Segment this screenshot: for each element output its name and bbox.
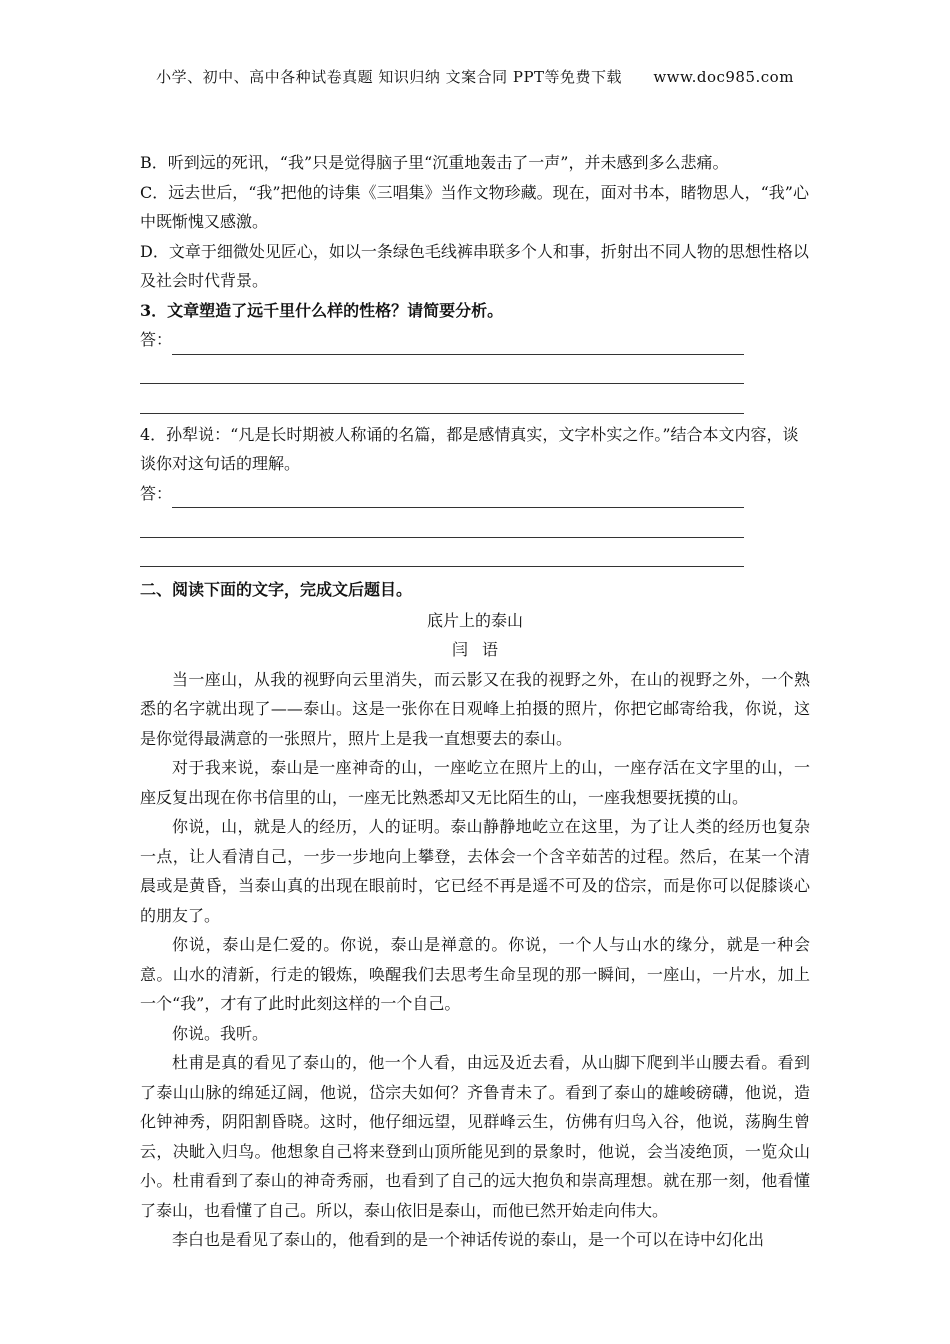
paragraph: 你说，山，就是人的经历，人的证明。泰山静静地屹立在这里，为了让人类的经历也复杂一点，让人看清自己，一步一步地向上攀登，去体会一个含辛茹苦的过程。然后，在某一个清晨或是黄昏，当泰山真的出现在眼前时，它已经不再是遥不可及的岱宗，而是你可以促膝谈心的朋友了。 bbox=[140, 817, 810, 925]
answer-line[interactable] bbox=[140, 365, 744, 384]
option-d: D．文章于细微处见匠心，如以一条绿色毛线裤串联多个人和事，折射出不同人物的思想性格以及社会时代背景。 bbox=[140, 241, 809, 290]
answer-label: 答： bbox=[140, 330, 173, 349]
article-title: 底片上的泰山 bbox=[426, 610, 523, 630]
section-2-heading: 二、阅读下面的文字，完成文后题目。 bbox=[140, 580, 413, 599]
answer-line[interactable] bbox=[172, 336, 744, 355]
answer-4-row-3[interactable] bbox=[140, 538, 810, 568]
document-body bbox=[140, 148, 810, 1255]
answer-line[interactable] bbox=[140, 395, 744, 414]
option-c: C．远去世后，“我”把他的诗集《三唱集》当作文物珍藏。现在，面对书本，睹物思人，“我”心中既惭愧又感激。 bbox=[140, 182, 809, 231]
answer-label: 答： bbox=[140, 483, 173, 503]
page-header bbox=[0, 66, 950, 87]
option-b: B．听到远的死讯，“我”只是觉得脑子里“沉重地轰击了一声”，并未感到多么悲痛。 bbox=[140, 153, 729, 172]
paragraph: 当一座山，从我的视野向云里消失，而云影又在我的视野之外，在山的视野之外，一个熟悉的名字就出现了——泰山。这是一张你在日观峰上拍摄的照片，你把它邮寄给我，你说，这是你觉得最满意的一张照片，照片上是我一直想要去的泰山。 bbox=[140, 669, 810, 748]
question-3: 3．文章塑造了远千里什么样的性格？请简要分析。 bbox=[140, 300, 504, 320]
paragraph: 杜甫是真的看见了泰山的，他一个人看，由远及近去看，从山脚下爬到半山腰去看。看到了泰山山脉的绵延辽阔，他说，岱宗夫如何？齐鲁青未了。看到了泰山的雄峻磅礴，他说，造化钟神秀，阴阳割昏晓。这时，他仔细远望，见群峰云生，仿佛有归鸟入谷，他说，荡胸生曾云，决眦入归鸟。他想象自己将来登到山顶所能见到的景象时，他说，会当凌绝顶，一览众山小。杜甫看到了泰山的神奇秀丽，也看到了自己的远大抱负和崇高理想。就在那一刻，他看懂了泰山，也看懂了自己。所以，泰山依旧是泰山，而他已然开始走向伟大。 bbox=[140, 1053, 810, 1220]
answer-3-row-2[interactable] bbox=[140, 355, 810, 385]
paragraph: 你说。我听。 bbox=[172, 1023, 269, 1043]
paragraph: 你说，泰山是仁爱的。你说，泰山是禅意的。你说，一个人与山水的缘分，就是一种会意。山水的清新，行走的锻炼，唤醒我们去思考生命呈现的那一瞬间，一座山，一片水，加上一个“我”，才有了此时此刻这样的一个自己。 bbox=[140, 935, 810, 1013]
answer-4-row-1[interactable] bbox=[140, 479, 810, 509]
header-text: 小学、初中、高中各种试卷真题 知识归纳 文案合同 PPT等免费下载 bbox=[156, 68, 623, 86]
answer-line[interactable] bbox=[140, 548, 744, 567]
answer-line[interactable] bbox=[140, 519, 744, 538]
paragraph: 李白也是看见了泰山的，他看到的是一个神话传说的泰山，是一个可以在诗中幻化出 bbox=[172, 1230, 765, 1249]
answer-3-row-3[interactable] bbox=[140, 384, 810, 414]
header-site-link[interactable]: www.doc985.com bbox=[653, 68, 794, 86]
question-4: 4．孙犁说：“凡是长时期被人称诵的名篇，都是感情真实，文字朴实之作。”结合本文内容，谈谈你对这句话的理解。 bbox=[140, 424, 799, 473]
answer-4-row-2[interactable] bbox=[140, 508, 810, 538]
answer-3-row-1[interactable] bbox=[140, 325, 810, 355]
article-author: 闫语 bbox=[451, 640, 512, 659]
paragraph: 对于我来说，泰山是一座神奇的山，一座屹立在照片上的山，一座存活在文字里的山，一座反复出现在你书信里的山，一座无比熟悉却又无比陌生的山，一座我想要抚摸的山。 bbox=[140, 758, 810, 807]
answer-line[interactable] bbox=[172, 489, 744, 508]
